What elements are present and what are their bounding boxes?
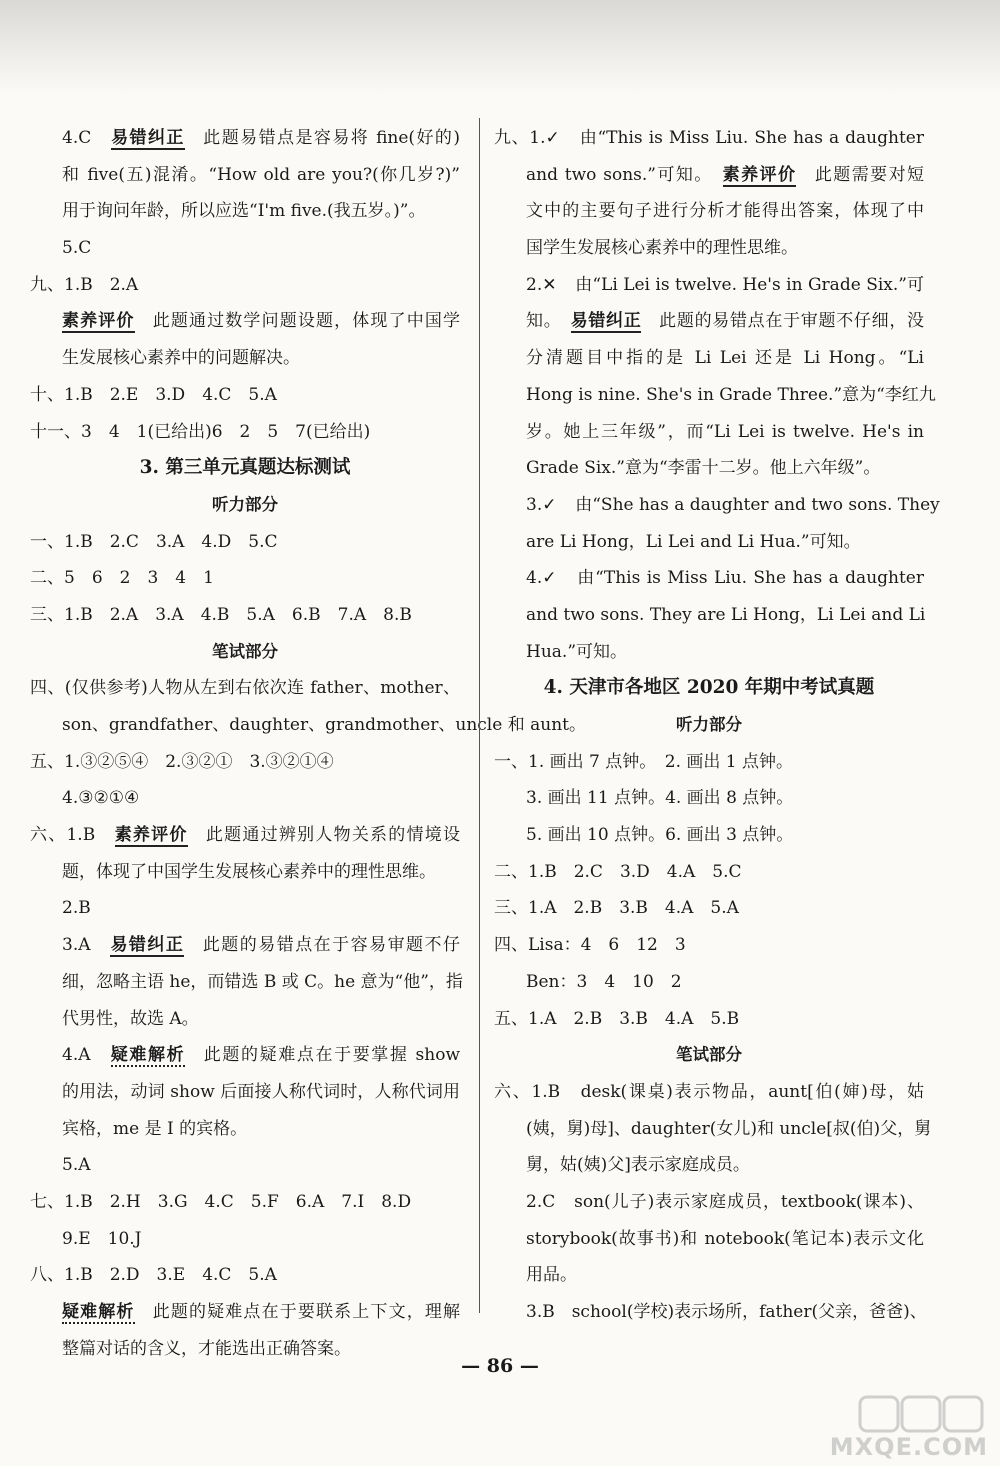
answer-line [494, 340, 924, 377]
text-segment: 文中的主要句子进行分析才能得出答案，体现了中 [526, 201, 924, 222]
answer-line [494, 267, 924, 304]
text-segment: 国学生发展核心素养中的理性思维。 [526, 238, 798, 259]
text-segment: 四、Lisa：4 6 12 3 [494, 935, 686, 956]
answer-line [30, 1111, 460, 1148]
text-segment: 整篇对话的含义，才能选出正确答案。 [62, 1338, 351, 1359]
answer-line [30, 1037, 460, 1074]
answer-line [30, 1001, 460, 1038]
text-segment: 2.B [62, 898, 91, 919]
text-segment: Hua.”可知。 [526, 641, 628, 662]
text-segment: 此题的易错点在于容易审题不仔 [184, 935, 461, 956]
text-segment: 三、1.A 2.B 3.B 4.A 5.A [494, 898, 739, 919]
answer-line [494, 414, 924, 451]
text-segment: 4.③②①④ [62, 788, 140, 809]
answer-line [494, 1074, 924, 1111]
text-segment: 六、1.B [30, 825, 115, 846]
answer-line [494, 230, 924, 267]
text-segment: 3. 画出 11 点钟。4. 画出 8 点钟。 [526, 788, 794, 809]
answer-line [494, 1111, 932, 1148]
text-segment: 笔试部分 [676, 1045, 742, 1065]
check-mark-icon: ✓ [542, 494, 557, 515]
column-divider [479, 118, 480, 1313]
text-segment: 2.C son(儿子)表示家庭成员，textbook(课本)、 [526, 1191, 924, 1212]
text-segment: 此题需要对短 [796, 164, 925, 185]
answer-line [30, 414, 460, 451]
answer-line [494, 1001, 924, 1038]
section-subheading [30, 634, 460, 671]
answer-line [494, 303, 924, 340]
text-segment: 岁。她上三年级”，而“Li Lei is twelve. He's in [526, 421, 924, 442]
text-segment: 宾格，me 是 I 的宾格。 [62, 1118, 248, 1139]
answer-line [30, 817, 460, 854]
answer-line [494, 1221, 924, 1258]
answer-line [494, 1184, 924, 1221]
text-segment: 听力部分 [676, 715, 742, 734]
text-segment: 九、1. [494, 128, 546, 148]
text-segment: Ben：3 4 10 2 [526, 971, 682, 992]
text-segment: Grade Six.”意为“李雷十二岁。他上六年级”。 [526, 458, 881, 479]
text-segment: 用品。 [526, 1265, 577, 1286]
answer-line [30, 1257, 460, 1294]
answer-line [494, 524, 924, 561]
text-segment: and two sons.”可知。 [526, 164, 723, 185]
page-number: — 86 — [461, 1355, 539, 1377]
annotation-tag: 疑难解析 [62, 1302, 135, 1322]
text-segment: 八、1.B 2.D 3.E 4.C 5.A [30, 1265, 277, 1286]
text-segment: 一、1.B 2.C 3.A 4.D 5.C [30, 531, 278, 552]
text-segment: 听力部分 [212, 494, 278, 514]
section-subheading [30, 487, 460, 524]
text-segment: 5.A [62, 1155, 91, 1176]
text-segment: 笔试部分 [212, 641, 278, 661]
answer-line [494, 450, 924, 487]
text-segment: 六、1.B desk(课桌)表示物品，aunt[伯(婶)母，姑 [494, 1081, 924, 1102]
right-column [494, 120, 940, 1331]
text-segment: 由“She has a daughter and two sons. They [558, 494, 940, 515]
text-segment: 4. [526, 568, 543, 589]
answer-line [30, 1294, 460, 1331]
text-segment: 四、(仅供参考)人物从左到右依次连 father、mother、 [30, 678, 460, 699]
text-segment: are Li Hong，Li Lei and Li Hua.”可知。 [526, 531, 861, 552]
text-segment: 的用法，动词 show 后面接人称代词时，人称代词用 [62, 1081, 460, 1102]
answer-line [30, 1074, 460, 1111]
answer-line [494, 854, 924, 891]
answer-line [494, 890, 924, 927]
answer-line [494, 193, 924, 230]
text-segment: 由“This is Miss Liu. She has a daughter [561, 128, 924, 148]
text-segment: 由“Li Lei is twelve. He's in Grade Six.”可 [558, 274, 924, 295]
text-segment: and two sons. They are Li Hong，Li Lei and Li [526, 604, 926, 625]
text-segment: 4.C [62, 128, 112, 148]
text-segment: 知。 [526, 311, 571, 332]
text-segment: 七、1.B 2.H 3.G 4.C 5.F 6.A 7.I 8.D [30, 1191, 412, 1212]
text-segment: 3.A [62, 935, 111, 956]
text-segment: 分清题目中指的是 Li Lei 还是 Li Hong。“Li [526, 348, 924, 369]
answer-line [494, 377, 936, 414]
annotation-tag: 易错纠正 [111, 128, 185, 148]
annotation-tag: 素养评价 [62, 311, 135, 332]
section-title [30, 450, 460, 487]
annotation-tag: 素养评价 [114, 825, 188, 846]
page-top-shadow [0, 0, 1000, 95]
text-segment: 9.E 10.J [62, 1228, 142, 1249]
text-segment: 三、1.B 2.A 3.A 4.B 5.A 6.B 7.A 8.B [30, 604, 412, 625]
answer-line [30, 890, 460, 927]
answer-line [30, 267, 460, 304]
text-segment: 生发展核心素养中的问题解决。 [62, 348, 300, 369]
text-segment: 二、5 6 2 3 4 1 [30, 568, 214, 589]
answer-line [30, 1221, 460, 1258]
text-segment: 代男性，故选 A。 [62, 1008, 199, 1029]
text-segment: 十一、3 4 1(已给出)6 2 5 7(已给出) [30, 421, 371, 442]
annotation-tag: 易错纠正 [570, 311, 642, 332]
watermark-text: MXQE.COM [829, 1433, 988, 1461]
answer-line [494, 487, 940, 524]
answer-line [30, 157, 460, 194]
text-segment: 3. 第三单元真题达标测试 [139, 457, 351, 479]
answer-line [30, 927, 460, 964]
watermark-logo [798, 1395, 988, 1461]
answer-line [494, 744, 924, 781]
text-segment: 五、1.A 2.B 3.B 4.A 5.B [494, 1008, 740, 1029]
answer-line [494, 120, 924, 157]
answer-line [494, 597, 924, 634]
answer-line [494, 1257, 924, 1294]
text-segment: 五、1.③②⑤④ 2.③②① 3.③②①④ [30, 751, 334, 772]
answer-line [30, 560, 460, 597]
answer-line [30, 780, 460, 817]
section-subheading [494, 707, 924, 744]
answer-line [30, 1147, 460, 1184]
annotation-tag: 易错纠正 [110, 935, 185, 956]
answer-line [30, 340, 460, 377]
annotation-tag: 疑难解析 [110, 1045, 186, 1066]
text-segment: 二、1.B 2.C 3.D 4.A 5.C [494, 861, 742, 882]
text-segment: 2. [526, 274, 543, 295]
answer-line [494, 964, 924, 1001]
text-segment: Hong is nine. She's in Grade Three.”意为“李红九 [526, 384, 936, 405]
text-segment: (姨，舅)母]、daughter(女儿)和 uncle[叔(伯)父，舅 [526, 1118, 932, 1139]
answer-line [30, 597, 460, 634]
answer-line [494, 1294, 927, 1331]
answer-line [494, 780, 924, 817]
text-segment: 十、1.B 2.E 3.D 4.C 5.A [30, 384, 277, 405]
answer-line [30, 303, 460, 340]
text-segment: 一、1. 画出 7 点钟。 2. 画出 1 点钟。 [494, 751, 793, 772]
text-segment: storybook(故事书)和 notebook(笔记本)表示文化 [526, 1228, 924, 1249]
answer-line [30, 120, 460, 157]
answer-line [30, 670, 460, 707]
text-segment: 此题的易错点在于审题不仔细，没 [641, 311, 925, 332]
text-segment: 5.C [62, 238, 92, 259]
annotation-tag: 素养评价 [722, 164, 797, 185]
answer-line [30, 707, 586, 744]
answer-line [494, 157, 924, 194]
answer-line [494, 927, 924, 964]
answer-line [30, 377, 460, 414]
section-title [494, 670, 924, 707]
text-segment: 由“This is Miss Liu. She has a daughter [558, 568, 924, 589]
answer-line [30, 744, 460, 781]
text-segment: 3. [526, 494, 543, 515]
text-segment: 此题通过数学问题设题，体现了中国学 [134, 311, 461, 332]
answer-line [494, 560, 924, 597]
answer-line [30, 230, 460, 267]
text-segment: 舅，姑(姨)父]表示家庭成员。 [526, 1155, 750, 1176]
check-mark-icon: ✓ [545, 128, 560, 148]
answer-line [30, 193, 460, 230]
text-segment: son、grandfather、daughter、grandmother、uncle 和 aunt。 [62, 715, 586, 735]
answer-line [494, 634, 924, 671]
cross-mark-icon: ✕ [542, 274, 557, 295]
answer-line [494, 817, 924, 854]
check-mark-icon: ✓ [542, 568, 557, 589]
answer-line [494, 1147, 924, 1184]
text-segment: 此题的疑难点在于要联系上下文，理解 [134, 1302, 461, 1322]
text-segment: 和 five(五)混淆。“How old are you?(你几岁?)” [62, 164, 460, 185]
text-segment: 3.B school(学校)表示场所，father(父亲，爸爸)、 [526, 1302, 927, 1322]
text-segment: 九、1.B 2.A [30, 274, 139, 295]
text-segment: 5. 画出 10 点钟。6. 画出 3 点钟。 [526, 825, 794, 846]
text-segment: 细，忽略主语 he，而错选 B 或 C。he 意为“他”，指 [62, 971, 463, 992]
answer-line [30, 964, 463, 1001]
answer-line [30, 854, 460, 891]
section-subheading [494, 1037, 924, 1074]
text-segment: 用于询问年龄，所以应选“I'm five.(我五岁。)”。 [62, 201, 426, 222]
text-segment: 4.A [62, 1045, 111, 1066]
watermark-emblem [798, 1395, 988, 1435]
text-segment: 此题通过辨别人物关系的情境设 [187, 825, 461, 846]
text-segment: 题，体现了中国学生发展核心素养中的理性思维。 [62, 861, 436, 882]
text-segment: 4. 天津市各地区 2020 年期中考试真题 [543, 677, 875, 699]
answer-line [30, 524, 460, 561]
answer-line [30, 1184, 460, 1221]
text-segment: 此题易错点是容易将 fine(好的) [184, 128, 460, 148]
text-segment: 此题的疑难点在于要掌握 show [185, 1045, 461, 1066]
